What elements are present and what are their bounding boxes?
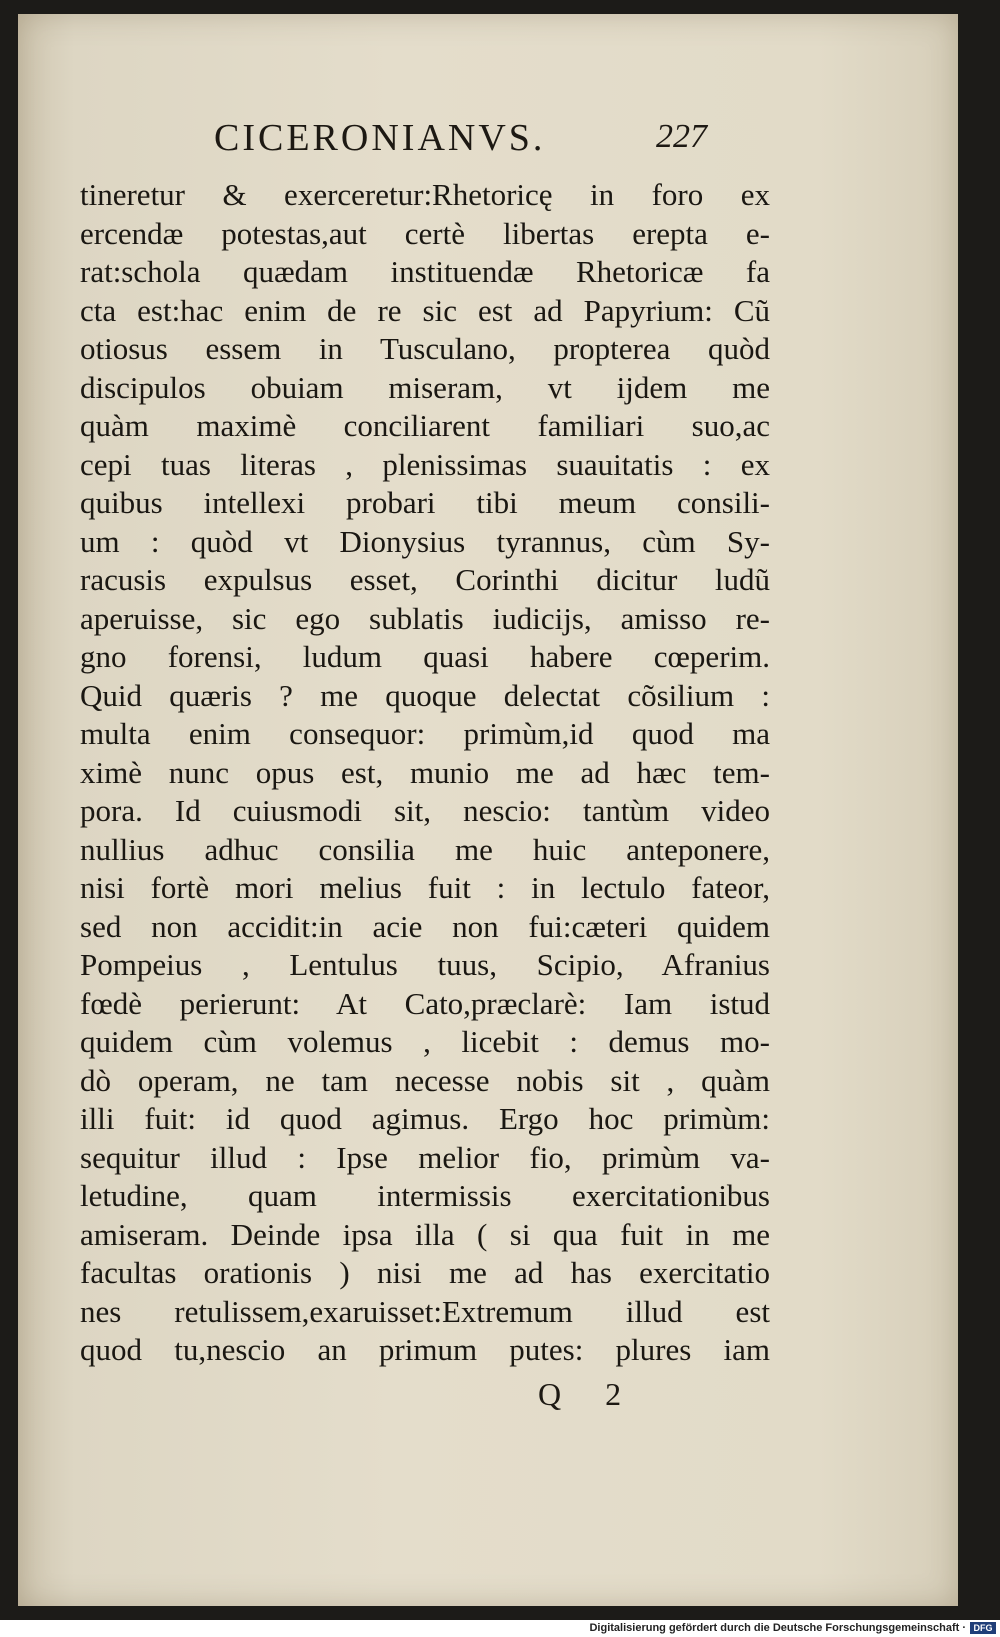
text-line: otiosus essem in Tusculano, propterea quòd — [80, 331, 770, 366]
dfg-logo-icon: DFG — [970, 1622, 996, 1634]
book-page — [18, 14, 958, 1606]
page-number: 227 — [656, 118, 707, 155]
text-line: rat:schola quædam instituendæ Rhetoricæ fa — [80, 254, 770, 289]
text-line: discipulos obuiam miseram, vt ijdem me — [80, 369, 770, 405]
text-line: cta est:hac enim de re sic est ad Papyrium: Cũ — [80, 292, 770, 328]
text-line: Pompeius , Lentulus tuus, Scipio, Afranius — [80, 947, 770, 982]
footer-bar — [0, 1620, 1000, 1637]
text-line: gno forensi, ludum quasi habere cœperim. — [80, 639, 770, 674]
running-head — [194, 116, 754, 176]
text-line: quàm maximè conciliarent familiari suo,ac — [80, 408, 770, 443]
text-line: quibus intellexi probari tibi meum consili- — [80, 485, 770, 520]
text-line: um : quòd vt Dionysius tyrannus, cùm Sy- — [80, 523, 770, 559]
text-line: facultas orationis ) nisi me ad has exercitatio — [80, 1255, 770, 1290]
text-line: quidem cùm volemus , licebit : demus mo- — [80, 1024, 770, 1059]
text-line: illi fuit: id quod agimus. Ergo hoc primùm: — [80, 1101, 770, 1136]
text-line: aperuisse, sic ego sublatis iudicijs, amisso re- — [80, 600, 770, 636]
text-line: sed non accidit:in acie non fui:cæteri quidem — [80, 908, 770, 944]
text-line: tineretur & exerceretur:Rhetoricę in foro ex — [80, 177, 770, 212]
text-line: amiseram. Deinde ipsa illa ( si qua fuit in me — [80, 1216, 770, 1252]
text-line: ximè nunc opus est, munio me ad hæc tem- — [80, 754, 770, 790]
running-head-title: CICERONIANVS. — [214, 117, 546, 159]
text-line: multa enim consequor: primùm,id quod ma — [80, 716, 770, 751]
text-line: fœdè perierunt: At Cato,præclarè: Iam istud — [80, 985, 770, 1021]
text-line: Quid quæris ? me quoque delectat cõsilium : — [80, 677, 770, 713]
text-line: ercendæ potestas,aut certè libertas erepta e- — [80, 215, 770, 251]
funding-credit: Digitalisierung gefördert durch die Deutsche Forschungsgemeinschaft · — [589, 1622, 966, 1634]
text-line: nullius adhuc consilia me huic anteponere, — [80, 831, 770, 867]
body-text — [80, 176, 770, 1370]
text-line: racusis expulsus esset, Corinthi dicitur ludũ — [80, 562, 770, 597]
text-line: nisi fortè mori melius fuit : in lectulo fateor, — [80, 870, 770, 905]
text-line: letudine, quam intermissis exercitationibus — [80, 1178, 770, 1213]
text-line: cepi tuas literas , plenissimas suauitatis : ex — [80, 446, 770, 482]
text-line: dò operam, ne tam necesse nobis sit , quàm — [80, 1062, 770, 1098]
signature-mark: Q 2 — [538, 1376, 640, 1412]
text-line: nes retulissem,exaruisset:Extremum illud est — [80, 1293, 770, 1329]
text-line: quod tu,nescio an primum putes: plures iam — [80, 1332, 770, 1367]
text-line: sequitur illud : Ipse melior fio, primùm va- — [80, 1139, 770, 1175]
text-line: pora. Id cuiusmodi sit, nescio: tantùm video — [80, 793, 770, 828]
